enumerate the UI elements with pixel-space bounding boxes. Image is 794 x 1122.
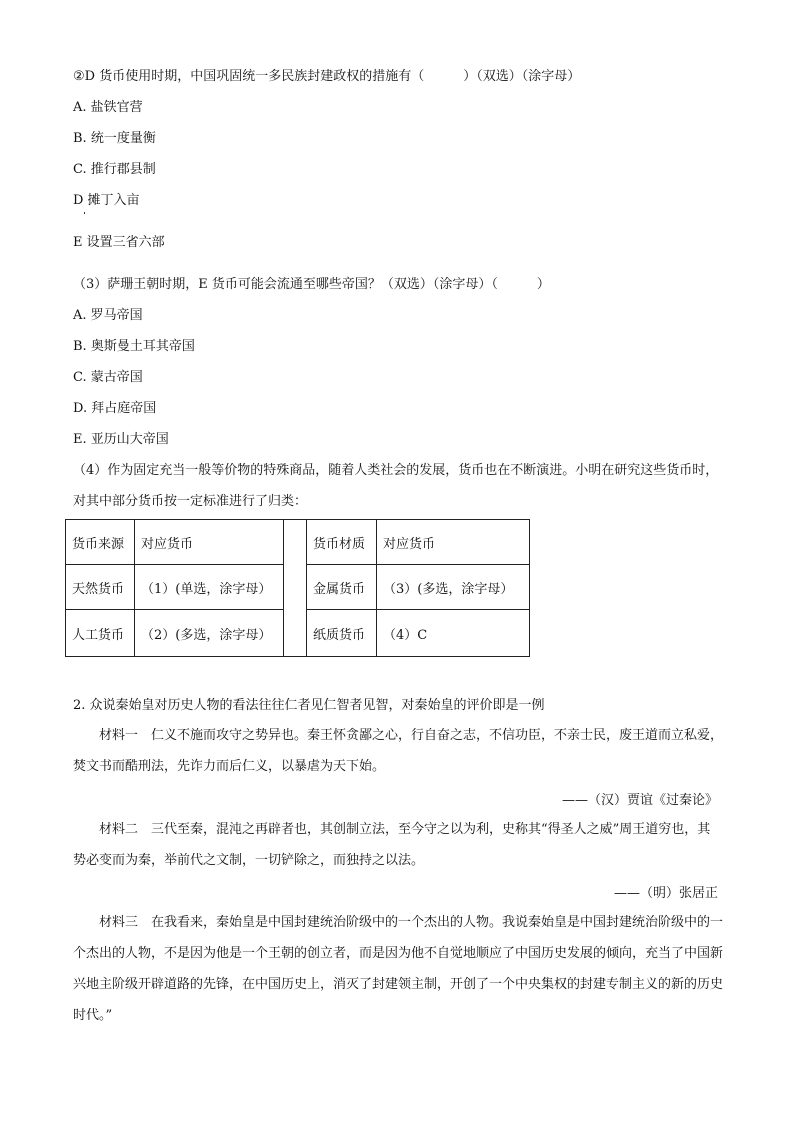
table-cell: 金属货币 bbox=[307, 565, 377, 610]
question-3: （3）萨珊王朝时期，E 货币可能会流通至哪些帝国？（双选）（涂字母）（ ） bbox=[73, 277, 550, 292]
material-3: 材料三 在我看来，秦始皇是中国封建统治阶级中的一个杰出的人物。我说秦始皇是中国封建统治阶级中的一个杰出的人物，不是因为他是一个王朝的创立者，而是因为他不自觉地顺应了中国历史发展的倾向，充当了中国新兴地主阶级开辟道路的先锋，在中国历史上，消灭了封建领主制，开创了一个中央集权的封建专制主义的新的历史时代。” bbox=[73, 915, 724, 1023]
table-cell: 对应货币 bbox=[377, 520, 530, 565]
table-cell: 人工货币 bbox=[66, 610, 135, 657]
option-d: D 摊丁入亩 bbox=[73, 193, 140, 208]
material-1-citation: ——（汉）贾谊《过秦论》 bbox=[561, 793, 718, 808]
table-cell: 货币来源 bbox=[66, 520, 135, 565]
option-a: A. 盐铁官营 bbox=[73, 100, 143, 115]
option-e: E 设置三省六部 bbox=[73, 235, 165, 250]
material-2-citation: ——（明）张居正 bbox=[613, 886, 718, 901]
material-2: 材料二 三代至秦，混沌之再辟者也，其创制立法，至今守之以为利，史称其“得圣人之威”周王道穷也，其势必变而为秦，举前代之文制，一切铲除之，而独持之以法。 bbox=[73, 822, 711, 868]
question-2-title: 2. 众说秦始皇对历史人物的看法往往仁者见仁智者见智，对秦始皇的评价即是一例 bbox=[73, 698, 545, 713]
table-cell: 对应货币 bbox=[135, 520, 284, 565]
question-2-sub: ②D 货币使用时期，中国巩固统一多民族封建政权的措施有（ ）（双选）（涂字母） bbox=[73, 69, 581, 84]
option-a: A. 罗马帝国 bbox=[73, 308, 143, 323]
option-b: B. 奥斯曼土耳其帝国 bbox=[73, 339, 195, 354]
table-cell: （3）(多选，涂字母） bbox=[377, 565, 530, 610]
stray-mark bbox=[84, 212, 85, 214]
material-1: 材料一 仁义不施而攻守之势异也。秦王怀贪鄙之心，行自奋之志，不信功臣，不亲士民，废王道而立私爱，焚文书而酷刑法，先诈力而后仁义，以暴虐为天下始。 bbox=[73, 728, 724, 774]
option-e: E. 亚历山大帝国 bbox=[73, 432, 169, 447]
table-cell: 纸质货币 bbox=[307, 610, 377, 657]
table-cell: 货币材质 bbox=[307, 520, 377, 565]
option-c: C. 蒙古帝国 bbox=[73, 370, 143, 385]
option-d: D. 拜占庭帝国 bbox=[73, 401, 157, 416]
table-cell: （4）C bbox=[377, 610, 530, 657]
classification-table bbox=[65, 519, 530, 657]
table-divider bbox=[284, 520, 307, 657]
option-b: B. 统一度量衡 bbox=[73, 131, 156, 146]
table-cell: （1）(单选，涂字母） bbox=[135, 565, 284, 610]
table-cell: 天然货币 bbox=[66, 565, 135, 610]
option-c: C. 推行郡县制 bbox=[73, 162, 156, 177]
question-4: （4）作为固定充当一般等价物的特殊商品，随着人类社会的发展，货币也在不断演进。小明在研究这些货币时，对其中部分货币按一定标准进行了归类： bbox=[73, 463, 719, 509]
table-cell: （2）(多选，涂字母） bbox=[135, 610, 284, 657]
